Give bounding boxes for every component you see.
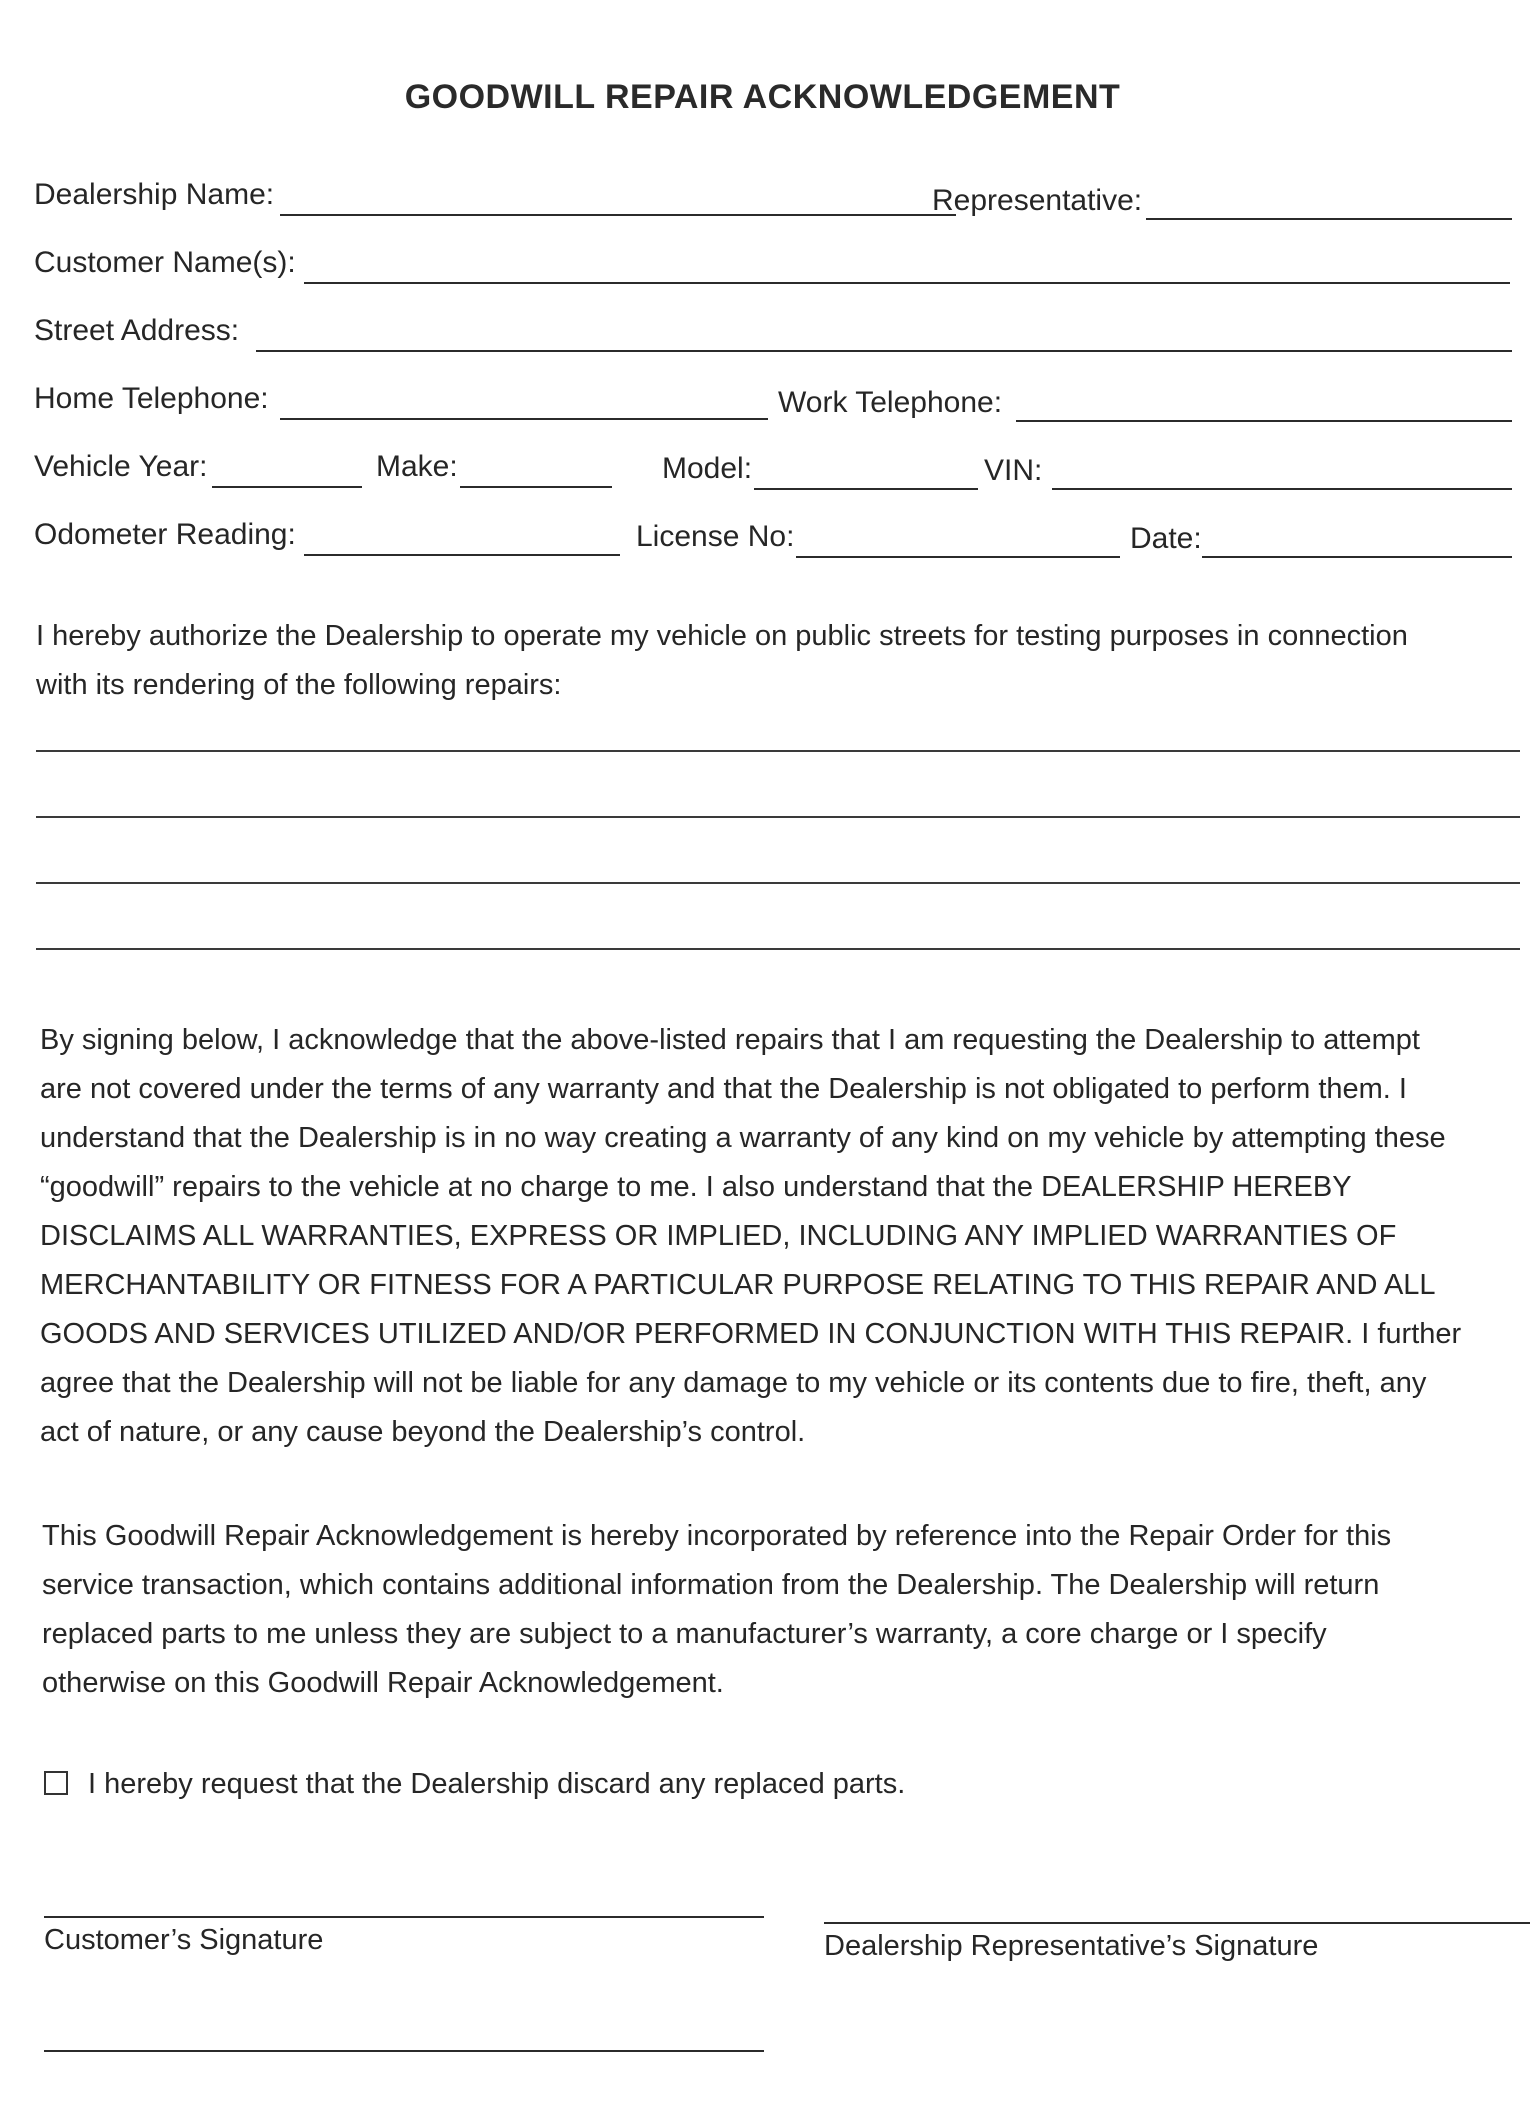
make-label: Make: [376, 450, 458, 483]
acknowledgement-line: agree that the Dealership will not be liable for any damage to my vehicle or its contents due to fire, theft, any [40, 1367, 1427, 1399]
dealership-name-field[interactable] [280, 214, 956, 216]
home-telephone-field[interactable] [280, 418, 768, 420]
representative-signature-label: Dealership Representative’s Signature [824, 1930, 1319, 1962]
vin-label: VIN: [984, 454, 1043, 487]
customer-signature-line[interactable] [44, 1916, 764, 1918]
row-dealership [34, 178, 1514, 222]
incorporation-line: service transaction, which contains additional information from the Dealership. The Dealership will return [42, 1569, 1380, 1601]
date-field[interactable] [1202, 556, 1512, 558]
discard-parts-label: I hereby request that the Dealership discard any replaced parts. [88, 1768, 906, 1800]
authorization-line-1: I hereby authorize the Dealership to operate my vehicle on public streets for testing purposes in connection [36, 620, 1408, 652]
customer-names-field[interactable] [304, 282, 1510, 284]
repair-line-1[interactable] [36, 750, 1520, 752]
incorporation-paragraph [42, 1512, 1530, 1708]
dealership-name-label: Dealership Name: [34, 178, 275, 211]
customer-names-label: Customer Name(s): [34, 246, 296, 279]
customer-signature-label: Customer’s Signature [44, 1924, 324, 1956]
authorization-line-2: with its rendering of the following repairs: [36, 669, 562, 701]
model-label: Model: [662, 452, 753, 485]
vehicle-year-label: Vehicle Year: [34, 450, 208, 483]
acknowledgement-line: understand that the Dealership is in no way creating a warranty of any kind on my vehicle by attempting these [40, 1122, 1446, 1154]
incorporation-line: replaced parts to me unless they are subject to a manufacturer’s warranty, a core charge or I specify [42, 1618, 1327, 1650]
license-label: License No: [636, 520, 795, 553]
acknowledgement-line: MERCHANTABILITY OR FITNESS FOR A PARTICULAR PURPOSE RELATING TO THIS REPAIR AND ALL [40, 1269, 1436, 1301]
date-label: Date: [1130, 522, 1202, 555]
make-field[interactable] [460, 486, 612, 488]
row-customer [34, 246, 1514, 290]
odometer-field[interactable] [304, 554, 620, 556]
acknowledgement-line: are not covered under the terms of any warranty and that the Dealership is not obligated to perform them. I [40, 1073, 1407, 1105]
discard-parts-checkbox[interactable] [44, 1771, 68, 1795]
work-telephone-label: Work Telephone: [778, 386, 1003, 419]
acknowledgement-line: By signing below, I acknowledge that the above-listed repairs that I am requesting the Dealership to attempt [40, 1024, 1420, 1056]
acknowledgement-line: DISCLAIMS ALL WARRANTIES, EXPRESS OR IMPLIED, INCLUDING ANY IMPLIED WARRANTIES OF [40, 1220, 1397, 1252]
street-address-field[interactable] [256, 350, 1512, 352]
representative-label: Representative: [932, 184, 1143, 217]
repair-line-4[interactable] [36, 948, 1520, 950]
row-address [34, 314, 1514, 358]
odometer-label: Odometer Reading: [34, 518, 296, 551]
acknowledgement-line: act of nature, or any cause beyond the Dealership’s control. [40, 1416, 806, 1448]
street-address-label: Street Address: [34, 314, 240, 347]
row-vehicle [34, 450, 1514, 494]
row-telephone [34, 382, 1514, 426]
vin-field[interactable] [1052, 488, 1512, 490]
discard-parts-option[interactable] [44, 1768, 905, 1801]
acknowledgement-line: “goodwill” repairs to the vehicle at no charge to me. I also understand that the DEALERSHIP HEREBY [40, 1171, 1352, 1203]
work-telephone-field[interactable] [1016, 420, 1512, 422]
additional-signature-line[interactable] [44, 2050, 764, 2052]
acknowledgement-line: GOODS AND SERVICES UTILIZED AND/OR PERFORMED IN CONJUNCTION WITH THIS REPAIR. I further [40, 1318, 1462, 1350]
representative-field[interactable] [1146, 218, 1512, 220]
acknowledgement-paragraph [40, 1016, 1530, 1457]
incorporation-line: otherwise on this Goodwill Repair Acknowledgement. [42, 1667, 724, 1699]
vehicle-year-field[interactable] [212, 486, 362, 488]
license-field[interactable] [796, 556, 1120, 558]
row-odometer [34, 518, 1514, 562]
repair-line-2[interactable] [36, 816, 1520, 818]
home-telephone-label: Home Telephone: [34, 382, 269, 415]
repair-line-3[interactable] [36, 882, 1520, 884]
representative-signature-line[interactable] [824, 1922, 1530, 1924]
form-title: GOODWILL REPAIR ACKNOWLEDGEMENT [404, 78, 1121, 116]
model-field[interactable] [754, 488, 978, 490]
incorporation-line: This Goodwill Repair Acknowledgement is hereby incorporated by reference into the Repair Order for this [42, 1520, 1392, 1552]
authorization-paragraph [36, 612, 1530, 710]
